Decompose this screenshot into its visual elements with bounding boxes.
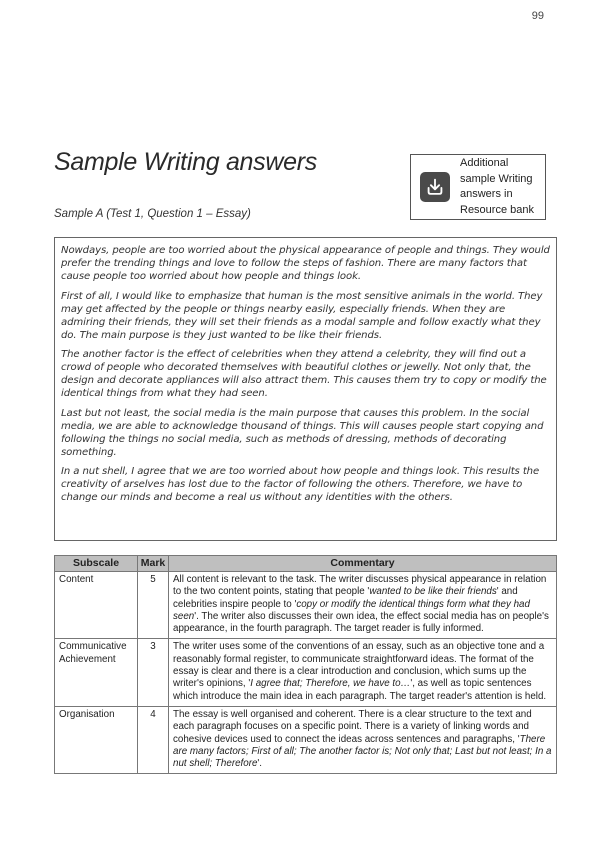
resource-line: sample Writing — [460, 172, 533, 185]
table-row — [55, 572, 557, 639]
resource-line: Resource bank — [460, 203, 534, 216]
commentary-text: ' and celebrities inspire people to ' — [173, 586, 518, 610]
subscale-cell: Content — [55, 572, 138, 639]
commentary-text: The essay is well organised and coherent. There is a clear structure to the text and each paragraph focuses on a specific point. There is a variety of linking words and cohesive devices used to connect the ideas across sentences and paragraphs, ' — [173, 708, 532, 745]
commentary-cell — [169, 572, 557, 639]
table-row — [55, 706, 557, 773]
essay-paragraph: In a nut shell, I agree that we are too worried about how people and things look. This results the creativity of arselves has lost due to the factor of following the others. Therefore, we have to change our minds and become a real us without any identities with the others. — [61, 466, 540, 503]
subscale-cell: Communicative Achievement — [55, 639, 138, 706]
commentary-text: All content is relevant to the task. The writer discusses physical appearance in relation to the two content points, stating that people ' — [173, 574, 547, 598]
quoted-phrase: wanted to be like their friends — [369, 586, 497, 598]
column-header-subscale: Subscale — [55, 556, 138, 572]
download-icon — [420, 172, 450, 202]
table-row — [55, 639, 557, 706]
resource-bank-callout[interactable] — [410, 154, 546, 220]
essay-paragraph: The another factor is the effect of celebrities when they attend a celebrity, they will find out a crowd of people who decorated themselves with beautiful clothes or jewelly. Not only that, the design and decorate appliances will also attract them. This causes them try to copy or modify the identical things from what they had seen. — [61, 349, 547, 399]
resource-line: Additional — [460, 157, 509, 169]
essay-paragraph: First of all, I would like to emphasize that human is the most sensitive animals in the world. They may get affected by the people or things nearby easily, especially friends. When they are admiring their friends, they will set their friends as a modal sample and follow exactly what they do. The main purpose is they just wanted to be like their friends. — [61, 290, 543, 341]
sample-essay — [54, 237, 557, 541]
mark-cell: 3 — [138, 639, 169, 706]
page-number: 99 — [531, 10, 544, 22]
page-title: Sample Writing answers — [54, 148, 317, 176]
column-header-commentary: Commentary — [169, 556, 557, 572]
resource-bank-label — [460, 156, 534, 218]
commentary-cell — [169, 639, 557, 706]
essay-paragraph: Nowdays, people are too worried about the physical appearance of people and things. They would prefer the trending things and love to follow the steps of fashion. There are many factors that cause people too worried about how people and things look. — [61, 245, 550, 282]
mark-cell: 5 — [138, 572, 169, 639]
commentary-text: '. The writer also discusses their own idea, the effect social media has on people's appearance, in the fourth paragraph. The target reader is fully informed. — [173, 610, 549, 635]
quoted-phrase: There are many factors; First of all; The another factor is; Not only that; Last but not least; In a nut shell; Therefore — [173, 733, 552, 770]
table-header-row — [55, 556, 557, 572]
column-header-mark: Mark — [138, 556, 169, 572]
commentary-text: The writer uses some of the conventions of an essay, such as an objective tone and a reasonably formal register, to communicate straightforward ideas. The format of the essay is clear and there is a clear introduction and conclusion, which sums up the writer's opinions, ' — [173, 641, 545, 690]
mark-cell: 4 — [138, 706, 169, 773]
commentary-text: '. — [257, 758, 263, 770]
sample-subtitle: Sample A (Test 1, Question 1 – Essay) — [54, 208, 251, 220]
quoted-phrase: I agree that; Therefore, we have to… — [250, 678, 411, 690]
essay-paragraph: Last but not least, the social media is the main purpose that causes this problem. In the social media, we are able to acknowledge thousand of things. This will causes people start copying and following the things no social media, such as methods of dressing, methods of decorating something. — [61, 407, 544, 458]
subscale-cell: Organisation — [55, 706, 138, 773]
commentary-text: ', as well as topic sentences which introduce the main idea in each paragraph. The target reader's attention is held. — [173, 678, 547, 702]
commentary-cell — [169, 706, 557, 773]
assessment-table — [54, 555, 557, 774]
resource-line: answers in — [460, 188, 513, 200]
quoted-phrase: copy or modify the identical things form what they had seen — [173, 598, 530, 622]
